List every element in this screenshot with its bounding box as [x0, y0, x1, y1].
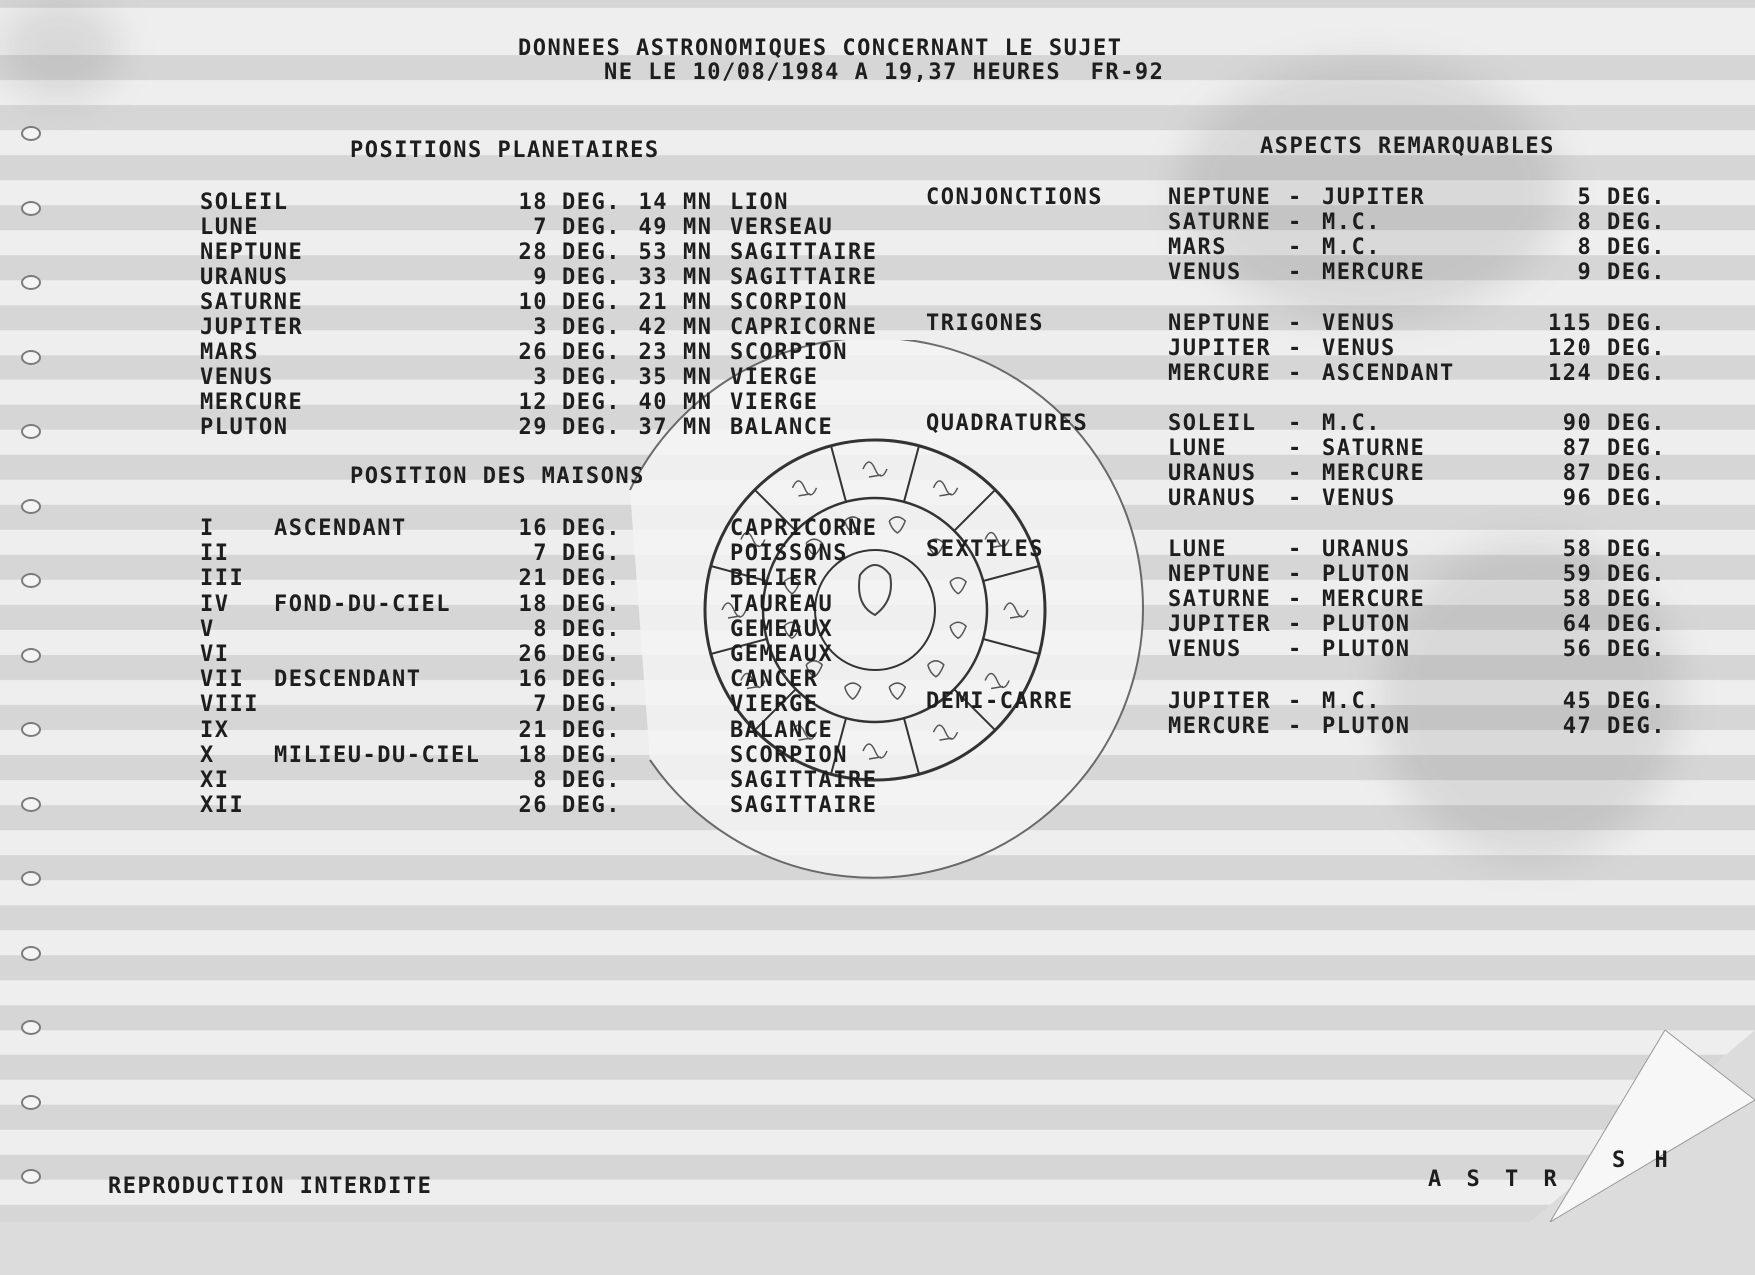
aspect-planet-a: NEPTUNE [1168, 562, 1272, 587]
degree-unit: DEG. [562, 768, 621, 793]
aspect-dash: - [1288, 311, 1303, 336]
aspect-planet-a: SOLEIL [1168, 411, 1257, 436]
houses-section-title: POSITION DES MAISONS [350, 464, 645, 489]
aspect-planet-b: MERCURE [1322, 587, 1426, 612]
planet-name: PLUTON [200, 415, 289, 440]
aspect-planet-b: URANUS [1322, 537, 1411, 562]
folded-corner [1530, 1030, 1755, 1222]
minutes-unit: MN [683, 390, 713, 415]
degree-unit: DEG. [562, 215, 621, 240]
binder-hole [21, 1169, 41, 1184]
house-label: MILIEU-DU-CIEL [274, 742, 481, 768]
house-degree: 7 [533, 692, 548, 718]
planet-degree: 3 [533, 365, 548, 390]
aspect-planet-b: PLUTON [1322, 562, 1411, 587]
planet-sign: VIERGE [730, 365, 819, 390]
planet-minutes: 49 [638, 215, 668, 240]
aspect-planet-b: PLUTON [1322, 714, 1411, 739]
aspect-group-name: TRIGONES [926, 311, 1044, 336]
aspect-value: 8 DEG. [1577, 210, 1666, 235]
planet-minutes: 40 [638, 390, 668, 415]
house-number: XI [200, 768, 230, 793]
aspect-planet-b: VENUS [1322, 486, 1396, 511]
planet-minutes: 42 [638, 315, 668, 340]
aspect-planet-a: LUNE [1168, 537, 1227, 562]
house-label: ASCENDANT [274, 516, 407, 541]
binder-hole [21, 797, 41, 812]
aspect-planet-a: VENUS [1168, 637, 1242, 662]
planet-sign: SCORPION [730, 340, 848, 365]
aspect-value: 64 DEG. [1562, 612, 1666, 637]
house-degree: 21 [518, 566, 548, 592]
planet-name: SOLEIL [200, 190, 289, 215]
house-label: DESCENDANT [274, 667, 422, 693]
degree-unit: DEG. [562, 290, 621, 315]
aspect-value: 90 DEG. [1562, 411, 1666, 436]
aspect-planet-b: PLUTON [1322, 637, 1411, 662]
corner-brand-fragment: S H [1612, 1148, 1676, 1173]
aspect-planet-a: JUPITER [1168, 689, 1272, 714]
planet-degree: 10 [518, 290, 548, 315]
aspect-planet-b: M.C. [1322, 411, 1381, 436]
minutes-unit: MN [683, 265, 713, 290]
planet-degree: 26 [518, 340, 548, 365]
house-number: VI [200, 642, 230, 667]
planet-name: MARS [200, 340, 259, 365]
aspect-value: 120 DEG. [1548, 336, 1666, 361]
house-sign: CANCER [730, 667, 819, 693]
house-degree: 21 [518, 717, 548, 743]
planet-name: SATURNE [200, 290, 304, 315]
aspect-planet-a: JUPITER [1168, 336, 1272, 361]
aspect-group-name: DEMI-CARRE [926, 689, 1074, 714]
binder-hole [21, 201, 41, 216]
aspect-planet-a: SATURNE [1168, 587, 1272, 612]
aspect-value: 45 DEG. [1562, 689, 1666, 714]
binder-hole [21, 126, 41, 141]
degree-unit: DEG. [562, 390, 621, 415]
aspect-planet-a: MARS [1168, 235, 1227, 260]
house-number: V [200, 616, 215, 642]
planet-name: NEPTUNE [200, 240, 304, 265]
planet-name: MERCURE [200, 390, 304, 415]
house-degree: 16 [518, 516, 548, 541]
aspect-dash: - [1288, 587, 1303, 612]
aspect-planet-a: VENUS [1168, 260, 1242, 285]
aspect-value: 115 DEG. [1548, 311, 1666, 336]
aspect-value: 58 DEG. [1562, 537, 1666, 562]
aspect-planet-b: M.C. [1322, 210, 1381, 235]
aspect-planet-a: LUNE [1168, 436, 1227, 461]
degree-unit: DEG. [562, 265, 621, 290]
aspect-dash: - [1288, 486, 1303, 511]
house-sign: SAGITTAIRE [730, 793, 878, 819]
planet-minutes: 23 [638, 340, 668, 365]
aspect-dash: - [1288, 461, 1303, 486]
planet-degree: 3 [533, 315, 548, 340]
house-sign: POISSONS [730, 541, 848, 567]
planet-minutes: 21 [638, 290, 668, 315]
binder-hole [21, 350, 41, 365]
binder-hole [21, 275, 41, 290]
minutes-unit: MN [683, 290, 713, 315]
house-number: VII [200, 667, 245, 693]
aspect-planet-b: MERCURE [1322, 461, 1426, 486]
house-degree: 26 [518, 642, 548, 667]
aspect-group-name: CONJONCTIONS [926, 185, 1103, 210]
house-sign: BELIER [730, 566, 819, 592]
house-sign: GEMEAUX [730, 616, 834, 642]
minutes-unit: MN [683, 365, 713, 390]
aspect-value: 124 DEG. [1548, 361, 1666, 386]
degree-unit: DEG. [562, 692, 621, 718]
aspect-planet-a: MERCURE [1168, 361, 1272, 386]
degree-unit: DEG. [562, 240, 621, 265]
aspect-dash: - [1288, 235, 1303, 260]
house-sign: SAGITTAIRE [730, 768, 878, 793]
planet-minutes: 14 [638, 190, 668, 215]
house-label: FOND-DU-CIEL [274, 591, 451, 617]
aspect-dash: - [1288, 562, 1303, 587]
planet-name: JUPITER [200, 315, 304, 340]
degree-unit: DEG. [562, 340, 621, 365]
planet-sign: VERSEAU [730, 215, 834, 240]
house-number: X [200, 742, 215, 768]
planet-sign: VIERGE [730, 390, 819, 415]
aspect-planet-a: NEPTUNE [1168, 311, 1272, 336]
aspect-planet-b: SATURNE [1322, 436, 1426, 461]
binder-hole [21, 499, 41, 514]
planet-minutes: 37 [638, 415, 668, 440]
aspect-group-name: SEXTILES [926, 537, 1044, 562]
document-subtitle: NE LE 10/08/1984 A 19,37 HEURES FR-92 [604, 60, 1165, 85]
planet-name: URANUS [200, 265, 289, 290]
aspect-value: 5 DEG. [1577, 185, 1666, 210]
aspect-value: 47 DEG. [1562, 714, 1666, 739]
aspect-planet-b: VENUS [1322, 311, 1396, 336]
binder-hole [21, 722, 41, 737]
planet-minutes: 53 [638, 240, 668, 265]
binder-hole [21, 573, 41, 588]
minutes-unit: MN [683, 240, 713, 265]
house-number: IV [200, 591, 230, 617]
planet-sign: LION [730, 190, 789, 215]
house-sign: VIERGE [730, 692, 819, 718]
degree-unit: DEG. [562, 642, 621, 667]
planet-sign: CAPRICORNE [730, 315, 878, 340]
degree-unit: DEG. [562, 315, 621, 340]
binder-hole [21, 871, 41, 886]
planet-minutes: 33 [638, 265, 668, 290]
stain [0, 0, 120, 100]
degree-unit: DEG. [562, 415, 621, 440]
house-number: II [200, 541, 230, 567]
degree-unit: DEG. [562, 591, 621, 617]
house-number: III [200, 566, 245, 592]
degree-unit: DEG. [562, 616, 621, 642]
aspect-dash: - [1288, 185, 1303, 210]
minutes-unit: MN [683, 340, 713, 365]
aspect-planet-a: JUPITER [1168, 612, 1272, 637]
house-degree: 8 [533, 768, 548, 793]
degree-unit: DEG. [562, 190, 621, 215]
planet-sign: SAGITTAIRE [730, 240, 878, 265]
aspect-value: 87 DEG. [1562, 461, 1666, 486]
aspect-dash: - [1288, 361, 1303, 386]
planet-sign: SAGITTAIRE [730, 265, 878, 290]
house-degree: 18 [518, 591, 548, 617]
house-sign: GEMEAUX [730, 642, 834, 667]
binder-hole [21, 1095, 41, 1110]
house-sign: BALANCE [730, 717, 834, 743]
degree-unit: DEG. [562, 365, 621, 390]
minutes-unit: MN [683, 315, 713, 340]
degree-unit: DEG. [562, 717, 621, 743]
house-number: VIII [200, 692, 259, 718]
aspect-planet-b: PLUTON [1322, 612, 1411, 637]
footer-brand: A S T R [1428, 1167, 1563, 1192]
aspect-value: 58 DEG. [1562, 587, 1666, 612]
minutes-unit: MN [683, 190, 713, 215]
planet-degree: 18 [518, 190, 548, 215]
aspect-value: 96 DEG. [1562, 486, 1666, 511]
aspect-planet-a: URANUS [1168, 461, 1257, 486]
aspect-dash: - [1288, 210, 1303, 235]
planet-sign: SCORPION [730, 290, 848, 315]
planet-sign: BALANCE [730, 415, 834, 440]
house-number: I [200, 516, 215, 541]
aspect-value: 9 DEG. [1577, 260, 1666, 285]
aspect-group-name: QUADRATURES [926, 411, 1089, 436]
aspect-dash: - [1288, 411, 1303, 436]
aspect-dash: - [1288, 336, 1303, 361]
aspect-planet-b: JUPITER [1322, 185, 1426, 210]
binder-hole [21, 946, 41, 961]
aspect-planet-b: VENUS [1322, 336, 1396, 361]
aspect-value: 59 DEG. [1562, 562, 1666, 587]
aspect-dash: - [1288, 436, 1303, 461]
aspect-dash: - [1288, 260, 1303, 285]
planets-section-title: POSITIONS PLANETAIRES [350, 138, 660, 163]
binder-hole [21, 1020, 41, 1035]
binder-hole [21, 648, 41, 663]
binder-hole [21, 424, 41, 439]
aspect-dash: - [1288, 537, 1303, 562]
house-sign: SCORPION [730, 742, 848, 768]
house-sign: TAUREAU [730, 591, 834, 617]
degree-unit: DEG. [562, 516, 621, 541]
aspect-planet-b: ASCENDANT [1322, 361, 1455, 386]
aspect-dash: - [1288, 689, 1303, 714]
planet-minutes: 35 [638, 365, 668, 390]
degree-unit: DEG. [562, 793, 621, 819]
planet-degree: 29 [518, 415, 548, 440]
planet-degree: 7 [533, 215, 548, 240]
degree-unit: DEG. [562, 667, 621, 693]
house-number: IX [200, 717, 230, 743]
aspect-planet-a: SATURNE [1168, 210, 1272, 235]
aspect-value: 56 DEG. [1562, 637, 1666, 662]
house-degree: 7 [533, 541, 548, 567]
planet-degree: 12 [518, 390, 548, 415]
planet-degree: 9 [533, 265, 548, 290]
house-degree: 8 [533, 616, 548, 642]
aspects-section-title: ASPECTS REMARQUABLES [1260, 134, 1555, 159]
degree-unit: DEG. [562, 742, 621, 768]
aspect-planet-b: M.C. [1322, 689, 1381, 714]
aspect-planet-a: NEPTUNE [1168, 185, 1272, 210]
aspect-planet-b: MERCURE [1322, 260, 1426, 285]
degree-unit: DEG. [562, 541, 621, 567]
house-degree: 18 [518, 742, 548, 768]
planet-name: LUNE [200, 215, 259, 240]
aspect-value: 87 DEG. [1562, 436, 1666, 461]
minutes-unit: MN [683, 415, 713, 440]
planet-degree: 28 [518, 240, 548, 265]
aspect-planet-b: M.C. [1322, 235, 1381, 260]
aspect-dash: - [1288, 637, 1303, 662]
house-sign: CAPRICORNE [730, 516, 878, 541]
aspect-planet-a: MERCURE [1168, 714, 1272, 739]
aspect-dash: - [1288, 612, 1303, 637]
minutes-unit: MN [683, 215, 713, 240]
house-degree: 16 [518, 667, 548, 693]
house-degree: 26 [518, 793, 548, 819]
planet-name: VENUS [200, 365, 274, 390]
house-number: XII [200, 793, 245, 819]
footer-reproduction-notice: REPRODUCTION INTERDITE [108, 1174, 433, 1199]
document-title: DONNEES ASTRONOMIQUES CONCERNANT LE SUJET [518, 36, 1123, 61]
aspect-dash: - [1288, 714, 1303, 739]
aspect-value: 8 DEG. [1577, 235, 1666, 260]
degree-unit: DEG. [562, 566, 621, 592]
aspect-planet-a: URANUS [1168, 486, 1257, 511]
